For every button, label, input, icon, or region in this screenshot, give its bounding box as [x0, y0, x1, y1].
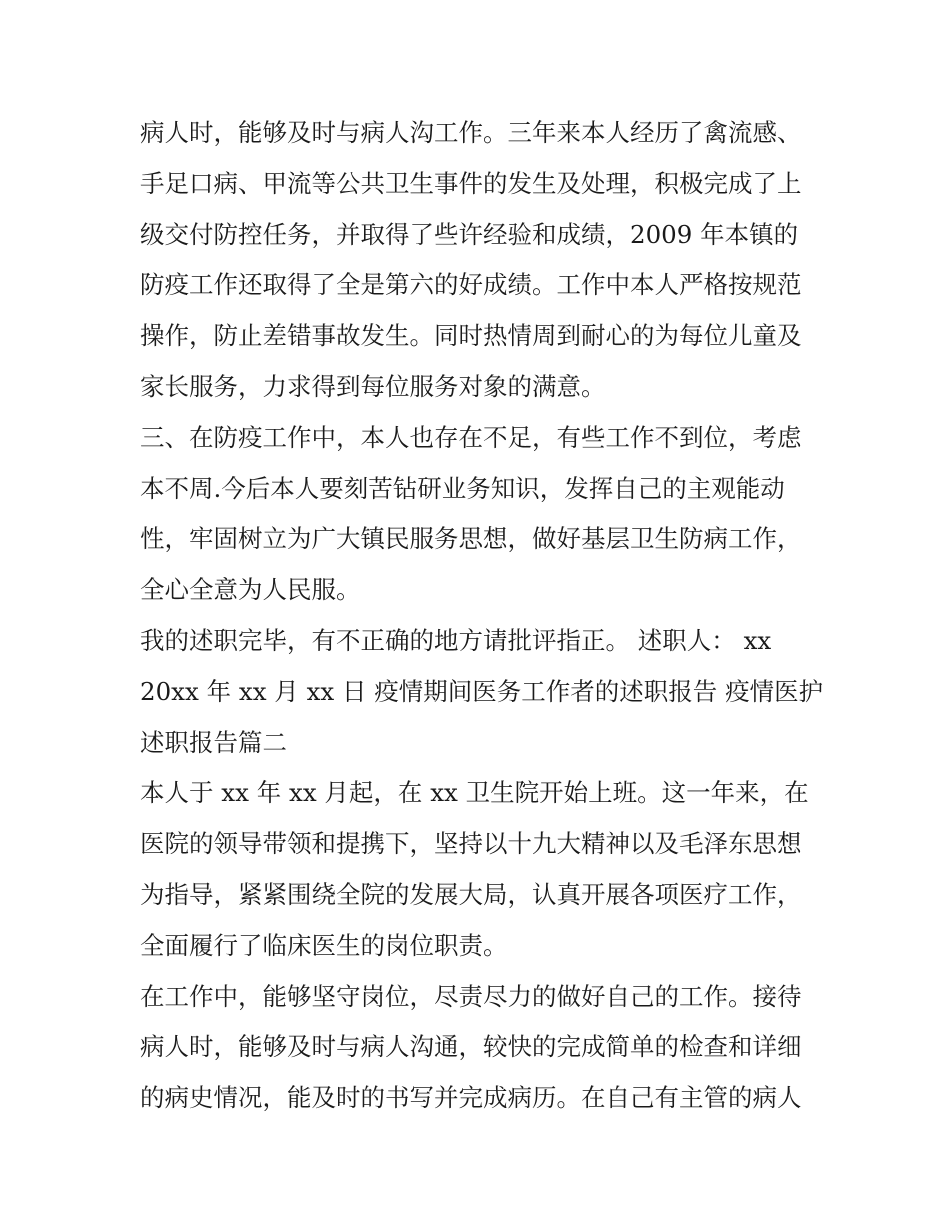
text-line: 在工作中，能够坚守岗位，尽责尽力的做好自己的工作。接待 [140, 981, 802, 1011]
text-line: 防疫工作还取得了全是第六的好成绩。工作中本人严格按规范 [140, 270, 802, 300]
document-body [140, 108, 824, 1124]
text-line: 医院的领导带领和提携下，坚持以十九大精神以及毛泽东思想 [140, 829, 802, 859]
text-line: 级交付防控任务，并取得了些许经验和成绩，2009 年本镇的 [140, 219, 799, 249]
text-line: 为指导，紧紧围绕全院的发展大局，认真开展各项医疗工作， [140, 879, 802, 909]
text-line: 的病史情况，能及时的书写并完成病历。在自己有主管的病人 [140, 1083, 802, 1113]
text-line: 20xx 年 xx 月 xx 日 疫情期间医务工作者的述职报告 疫情医护 [140, 676, 824, 706]
text-line: 本不周.今后本人要刻苦钻研业务知识，发挥自己的主观能动 [140, 473, 785, 503]
text-line: 全心全意为人民服。 [140, 575, 361, 605]
text-line: 本人于 xx 年 xx 月起，在 xx 卫生院开始上班。这一年来，在 [140, 778, 809, 808]
text-line: 手足口病、甲流等公共卫生事件的发生及处理，积极完成了上 [140, 168, 802, 198]
text-line: 操作，防止差错事故发生。同时热情周到耐心的为每位儿童及 [140, 321, 802, 351]
text-line: 病人时，能够及时与病人沟通，较快的完成简单的检查和详细 [140, 1032, 802, 1062]
text-line: 家长服务，力求得到每位服务对象的满意。 [140, 371, 606, 401]
text-line: 病人时，能够及时与病人沟工作。三年来本人经历了禽流感、 [140, 118, 802, 147]
text-line: 全面履行了临床医生的岗位职责。 [140, 930, 508, 960]
text-line: 我的述职完毕，有不正确的地方请批评指正。 述职人： xx [140, 625, 772, 655]
text-line: 性，牢固树立为广大镇民服务思想，做好基层卫生防病工作， [140, 524, 802, 554]
text-line: 三、在防疫工作中，本人也存在不足，有些工作不到位，考虑 [140, 422, 802, 452]
text-line: 述职报告篇二 [140, 727, 287, 757]
